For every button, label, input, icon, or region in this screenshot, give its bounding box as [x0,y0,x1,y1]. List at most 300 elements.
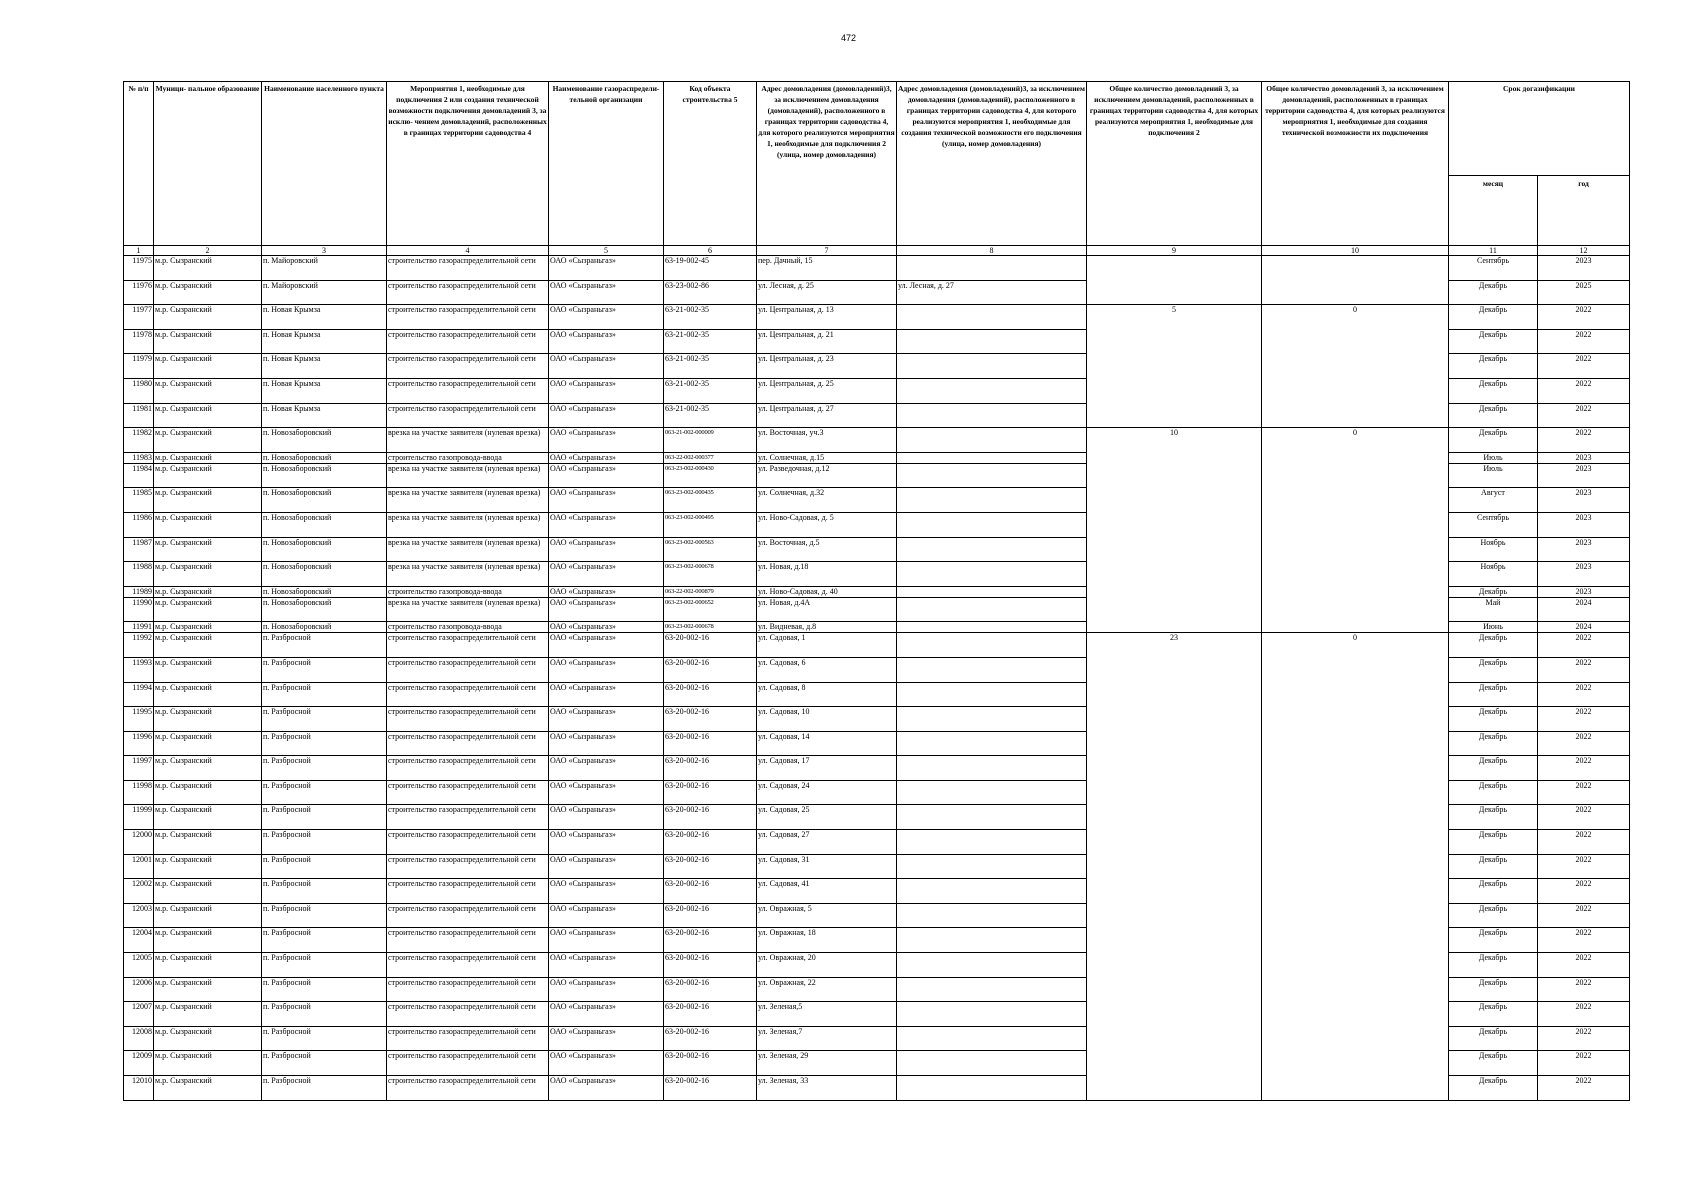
cell-year: 2025 [1538,280,1630,305]
cell-organization: ОАО «Сызраньгаз» [549,403,664,428]
cell-organization: ОАО «Сызраньгаз» [549,463,664,488]
cell-municipality: м.р. Сызранский [154,805,262,830]
cell-month: Декабрь [1449,780,1538,805]
row-number: 12004 [124,928,154,953]
cell-month: Декабрь [1449,280,1538,305]
cell-address-connection: ул. Садовая, 24 [757,780,897,805]
cell-municipality: м.р. Сызранский [154,1026,262,1051]
cell-count-capability: 0 [1262,428,1449,633]
row-number: 12006 [124,977,154,1002]
cell-organization: ОАО «Сызраньгаз» [549,488,664,513]
cell-address-capability [897,682,1087,707]
header-activities: Мероприятия 1, необходимые для подключения 2 или создания технической возможности подключения домовладений 3, за исклю- чением домовладений, расположенных в границах территории садоводства 4 [387,82,549,246]
header-organization: Наименование газораспредели- тельной организации [549,82,664,246]
cell-settlement: п. Разбросной [262,854,387,879]
cell-settlement: п. Разбросной [262,1051,387,1076]
cell-activity: строительство газораспределительной сети [387,953,549,978]
cell-year: 2022 [1538,903,1630,928]
cell-settlement: п. Новая Крымза [262,305,387,330]
cell-year: 2023 [1538,586,1630,597]
cell-address-connection: ул. Солнечная, д.15 [757,452,897,463]
cell-object-code: 63-23-002-86 [664,280,757,305]
row-number: 11987 [124,537,154,562]
cell-address-capability [897,622,1087,633]
cell-organization: ОАО «Сызраньгаз» [549,305,664,330]
cell-year: 2022 [1538,305,1630,330]
cell-count-capability [1262,256,1449,305]
header-settlement: Наименование населенного пункта [262,82,387,246]
cell-object-code: 63-20-002-16 [664,633,757,658]
cell-activity: строительство газораспределительной сети [387,903,549,928]
cell-address-connection: ул. Центральная, д. 23 [757,354,897,379]
cell-activity: врезка на участке заявителя (нулевая врезка) [387,463,549,488]
cell-activity: строительство газораспределительной сети [387,1026,549,1051]
cell-organization: ОАО «Сызраньгаз» [549,586,664,597]
cell-object-code: 063-23-002-000495 [664,512,757,537]
column-number: 11 [1449,246,1538,256]
column-number: 2 [154,246,262,256]
cell-address-connection: ул. Зеленая,5 [757,1002,897,1027]
column-number: 9 [1087,246,1262,256]
cell-object-code: 063-23-002-000430 [664,463,757,488]
row-number: 11988 [124,562,154,587]
cell-settlement: п. Разбросной [262,879,387,904]
cell-month: Декабрь [1449,657,1538,682]
table-row [124,633,1630,658]
cell-month: Декабрь [1449,854,1538,879]
cell-year: 2024 [1538,622,1630,633]
cell-address-connection: ул. Солнечная, д.32 [757,488,897,513]
cell-address-capability [897,452,1087,463]
cell-organization: ОАО «Сызраньгаз» [549,428,664,453]
cell-organization: ОАО «Сызраньгаз» [549,622,664,633]
cell-address-capability [897,805,1087,830]
cell-count-connection [1087,256,1262,305]
cell-activity: строительство газораспределительной сети [387,928,549,953]
column-number: 3 [262,246,387,256]
cell-municipality: м.р. Сызранский [154,1076,262,1101]
cell-month: Декабрь [1449,586,1538,597]
cell-address-connection: ул. Садовая, 6 [757,657,897,682]
cell-year: 2022 [1538,378,1630,403]
cell-municipality: м.р. Сызранский [154,756,262,781]
cell-count-connection: 23 [1087,633,1262,1100]
cell-object-code: 63-20-002-16 [664,854,757,879]
cell-address-capability [897,428,1087,453]
cell-settlement: п. Разбросной [262,977,387,1002]
cell-activity: строительство газораспределительной сети [387,633,549,658]
cell-municipality: м.р. Сызранский [154,562,262,587]
cell-address-connection: ул. Садовая, 25 [757,805,897,830]
header-object-code: Код объекта строительства 5 [664,82,757,246]
cell-organization: ОАО «Сызраньгаз» [549,1051,664,1076]
cell-address-connection: ул. Садовая, 27 [757,830,897,855]
page-number: 472 [840,33,857,43]
cell-year: 2022 [1538,780,1630,805]
cell-address-capability [897,354,1087,379]
header-municipality: Муници- пальное образование [154,82,262,246]
cell-municipality: м.р. Сызранский [154,537,262,562]
cell-object-code: 63-20-002-16 [664,977,757,1002]
row-number: 11986 [124,512,154,537]
cell-address-connection: ул. Садовая, 31 [757,854,897,879]
cell-year: 2023 [1538,488,1630,513]
cell-object-code: 63-20-002-16 [664,756,757,781]
cell-settlement: п. Разбросной [262,707,387,732]
cell-count-capability: 0 [1262,633,1449,1100]
cell-organization: ОАО «Сызраньгаз» [549,512,664,537]
cell-address-capability [897,488,1087,513]
cell-address-capability [897,562,1087,587]
cell-object-code: 63-20-002-16 [664,731,757,756]
cell-year: 2022 [1538,854,1630,879]
cell-activity: строительство газораспределительной сети [387,977,549,1002]
cell-settlement: п. Разбросной [262,780,387,805]
gasification-schedule-table [123,81,1630,1101]
row-number: 11984 [124,463,154,488]
cell-activity: строительство газопровода-ввода [387,452,549,463]
header-year: год [1538,176,1630,246]
cell-address-connection: ул. Лесная, д. 25 [757,280,897,305]
cell-settlement: п. Новозаборовский [262,428,387,453]
cell-activity: врезка на участке заявителя (нулевая врезка) [387,512,549,537]
cell-address-connection: ул. Зеленая, 29 [757,1051,897,1076]
cell-organization: ОАО «Сызраньгаз» [549,354,664,379]
cell-activity: строительство газораспределительной сети [387,707,549,732]
row-number: 11978 [124,329,154,354]
cell-month: Декабрь [1449,977,1538,1002]
cell-municipality: м.р. Сызранский [154,707,262,732]
cell-month: Декабрь [1449,403,1538,428]
cell-organization: ОАО «Сызраньгаз» [549,731,664,756]
header-address-connection: Адрес домовладения (домовладений)3, за исключением домовладения (домовладений), расположенного в границах территории садоводства 4, для которого реализуются мероприятия 1, необходимые для подключения 2 (улица, номер домовладения) [757,82,897,246]
cell-municipality: м.р. Сызранский [154,657,262,682]
row-number: 11997 [124,756,154,781]
cell-settlement: п. Разбросной [262,1002,387,1027]
cell-address-capability [897,537,1087,562]
row-number: 11982 [124,428,154,453]
row-number: 12003 [124,903,154,928]
cell-address-capability [897,731,1087,756]
row-number: 11990 [124,597,154,622]
cell-address-connection: ул. Новая, д.4А [757,597,897,622]
cell-year: 2024 [1538,597,1630,622]
cell-settlement: п. Новозаборовский [262,488,387,513]
cell-month: Декабрь [1449,1002,1538,1027]
cell-organization: ОАО «Сызраньгаз» [549,1002,664,1027]
cell-activity: строительство газораспределительной сети [387,354,549,379]
cell-address-capability [897,854,1087,879]
cell-organization: ОАО «Сызраньгаз» [549,756,664,781]
cell-activity: строительство газораспределительной сети [387,280,549,305]
table-body [124,246,1630,1101]
cell-address-capability [897,403,1087,428]
cell-object-code: 63-20-002-16 [664,830,757,855]
cell-activity: врезка на участке заявителя (нулевая врезка) [387,428,549,453]
cell-activity: строительство газораспределительной сети [387,780,549,805]
cell-activity: врезка на участке заявителя (нулевая врезка) [387,597,549,622]
column-number: 1 [124,246,154,256]
row-number: 12007 [124,1002,154,1027]
cell-object-code: 63-20-002-16 [664,1051,757,1076]
cell-organization: ОАО «Сызраньгаз» [549,633,664,658]
cell-organization: ОАО «Сызраньгаз» [549,903,664,928]
cell-address-capability [897,1002,1087,1027]
cell-year: 2022 [1538,1051,1630,1076]
column-number: 7 [757,246,897,256]
cell-address-connection: ул. Центральная, д. 13 [757,305,897,330]
cell-address-connection: ул. Центральная, д. 25 [757,378,897,403]
cell-address-capability [897,903,1087,928]
cell-activity: врезка на участке заявителя (нулевая врезка) [387,562,549,587]
cell-address-connection: ул. Восточная, д.5 [757,537,897,562]
cell-object-code: 63-20-002-16 [664,657,757,682]
cell-municipality: м.р. Сызранский [154,512,262,537]
cell-month: Май [1449,597,1538,622]
row-number: 11998 [124,780,154,805]
cell-organization: ОАО «Сызраньгаз» [549,805,664,830]
cell-year: 2022 [1538,329,1630,354]
cell-year: 2022 [1538,633,1630,658]
cell-activity: строительство газораспределительной сети [387,1051,549,1076]
cell-activity: строительство газопровода-ввода [387,586,549,597]
cell-month: Сентябрь [1449,256,1538,281]
cell-year: 2022 [1538,403,1630,428]
row-number: 11983 [124,452,154,463]
cell-address-capability [897,756,1087,781]
cell-settlement: п. Новозаборовский [262,452,387,463]
cell-settlement: п. Новозаборовский [262,537,387,562]
cell-municipality: м.р. Сызранский [154,488,262,513]
cell-year: 2022 [1538,1002,1630,1027]
cell-organization: ОАО «Сызраньгаз» [549,537,664,562]
cell-organization: ОАО «Сызраньгаз» [549,280,664,305]
cell-object-code: 063-21-002-000009 [664,428,757,453]
row-number: 11992 [124,633,154,658]
cell-address-capability: ул. Лесная, д. 27 [897,280,1087,305]
cell-address-connection: ул. Овражная, 22 [757,977,897,1002]
cell-municipality: м.р. Сызранский [154,452,262,463]
cell-month: Декабрь [1449,305,1538,330]
cell-year: 2022 [1538,1076,1630,1101]
cell-address-capability [897,953,1087,978]
cell-address-connection: ул. Восточная, уч.3 [757,428,897,453]
cell-address-capability [897,329,1087,354]
cell-month: Июль [1449,452,1538,463]
cell-object-code: 063-23-002-000563 [664,537,757,562]
row-number: 11994 [124,682,154,707]
cell-municipality: м.р. Сызранский [154,378,262,403]
cell-activity: строительство газораспределительной сети [387,305,549,330]
cell-address-capability [897,780,1087,805]
row-number: 11981 [124,403,154,428]
cell-address-capability [897,305,1087,330]
cell-activity: строительство газораспределительной сети [387,378,549,403]
cell-address-connection: ул. Садовая, 41 [757,879,897,904]
cell-municipality: м.р. Сызранский [154,879,262,904]
cell-object-code: 63-20-002-16 [664,805,757,830]
cell-municipality: м.р. Сызранский [154,1051,262,1076]
cell-object-code: 63-20-002-16 [664,707,757,732]
cell-settlement: п. Новозаборовский [262,597,387,622]
cell-count-connection: 10 [1087,428,1262,633]
cell-object-code: 63-20-002-16 [664,1026,757,1051]
header-count-connection: Общее количество домовладений 3, за исключением домовладений, расположенных в границах территории садоводства 4, для которых реализуются мероприятия 1, необходимые для подключения 2 [1087,82,1262,246]
cell-object-code: 063-23-002-000678 [664,622,757,633]
cell-organization: ОАО «Сызраньгаз» [549,977,664,1002]
cell-month: Декабрь [1449,879,1538,904]
cell-settlement: п. Новая Крымза [262,378,387,403]
row-number: 11979 [124,354,154,379]
column-number: 4 [387,246,549,256]
cell-municipality: м.р. Сызранский [154,854,262,879]
cell-organization: ОАО «Сызраньгаз» [549,953,664,978]
cell-address-capability [897,879,1087,904]
cell-settlement: п. Разбросной [262,657,387,682]
column-number: 5 [549,246,664,256]
cell-month: Декабрь [1449,1026,1538,1051]
cell-address-connection: пер. Дачный, 15 [757,256,897,281]
cell-year: 2022 [1538,657,1630,682]
cell-municipality: м.р. Сызранский [154,682,262,707]
header-gasification-term: Срок догазификации [1449,82,1630,176]
cell-object-code: 63-20-002-16 [664,928,757,953]
cell-address-connection: ул. Центральная, д. 21 [757,329,897,354]
cell-month: Декабрь [1449,903,1538,928]
cell-municipality: м.р. Сызранский [154,953,262,978]
cell-settlement: п. Новая Крымза [262,329,387,354]
cell-year: 2022 [1538,731,1630,756]
cell-municipality: м.р. Сызранский [154,928,262,953]
cell-municipality: м.р. Сызранский [154,903,262,928]
row-number: 12005 [124,953,154,978]
cell-month: Ноябрь [1449,562,1538,587]
cell-month: Декабрь [1449,707,1538,732]
row-number: 11985 [124,488,154,513]
cell-object-code: 63-20-002-16 [664,903,757,928]
cell-year: 2022 [1538,805,1630,830]
cell-organization: ОАО «Сызраньгаз» [549,707,664,732]
cell-address-capability [897,1026,1087,1051]
cell-municipality: м.р. Сызранский [154,403,262,428]
cell-organization: ОАО «Сызраньгаз» [549,1076,664,1101]
cell-municipality: м.р. Сызранский [154,977,262,1002]
cell-address-connection: ул. Овражная, 18 [757,928,897,953]
header-address-capability: Адрес домовладения (домовладений)3, за исключением домовладения (домовладений), расположенного в границах территории садоводства 4, для которого реализуются мероприятия 1, необходимые для создания технической возможности его подключения (улица, номер домовладения) [897,82,1087,246]
cell-settlement: п. Новозаборовский [262,562,387,587]
cell-object-code: 063-22-002-000377 [664,452,757,463]
cell-year: 2022 [1538,953,1630,978]
cell-object-code: 63-20-002-16 [664,780,757,805]
cell-organization: ОАО «Сызраньгаз» [549,562,664,587]
cell-settlement: п. Разбросной [262,903,387,928]
cell-year: 2022 [1538,428,1630,453]
cell-settlement: п. Разбросной [262,830,387,855]
cell-year: 2023 [1538,512,1630,537]
row-number: 11999 [124,805,154,830]
cell-address-connection: ул. Овражная, 20 [757,953,897,978]
cell-year: 2022 [1538,354,1630,379]
cell-object-code: 63-20-002-16 [664,1076,757,1101]
cell-year: 2022 [1538,1026,1630,1051]
row-number: 11995 [124,707,154,732]
row-number: 11980 [124,378,154,403]
cell-month: Декабрь [1449,805,1538,830]
cell-month: Декабрь [1449,953,1538,978]
cell-address-capability [897,633,1087,658]
cell-settlement: п. Новая Крымза [262,354,387,379]
cell-month: Декабрь [1449,633,1538,658]
cell-object-code: 63-20-002-16 [664,682,757,707]
cell-address-capability [897,586,1087,597]
cell-object-code: 63-21-002-35 [664,329,757,354]
cell-month: Декабрь [1449,830,1538,855]
cell-municipality: м.р. Сызранский [154,280,262,305]
cell-year: 2023 [1538,452,1630,463]
cell-month: Декабрь [1449,378,1538,403]
cell-month: Декабрь [1449,682,1538,707]
cell-municipality: м.р. Сызранский [154,622,262,633]
cell-object-code: 63-19-002-45 [664,256,757,281]
cell-object-code: 63-20-002-16 [664,1002,757,1027]
cell-address-connection: ул. Садовая, 8 [757,682,897,707]
cell-address-connection: ул. Садовая, 10 [757,707,897,732]
cell-object-code: 63-21-002-35 [664,378,757,403]
cell-month: Декабрь [1449,731,1538,756]
cell-municipality: м.р. Сызранский [154,305,262,330]
cell-activity: врезка на участке заявителя (нулевая врезка) [387,537,549,562]
cell-address-connection: ул. Садовая, 17 [757,756,897,781]
cell-year: 2023 [1538,256,1630,281]
cell-settlement: п. Новая Крымза [262,403,387,428]
cell-settlement: п. Новозаборовский [262,463,387,488]
cell-settlement: п. Разбросной [262,953,387,978]
cell-object-code: 063-22-002-000879 [664,586,757,597]
cell-address-capability [897,463,1087,488]
cell-activity: строительство газораспределительной сети [387,1002,549,1027]
cell-address-capability [897,928,1087,953]
cell-address-capability [897,512,1087,537]
header-count-capability: Общее количество домовладений 3, за исключением домовладений, расположенных в границах территории садоводства 4, для которых реализуются мероприятия 1, необходимые для создания технической возможности их подключения [1262,82,1449,246]
cell-activity: строительство газораспределительной сети [387,682,549,707]
cell-organization: ОАО «Сызраньгаз» [549,780,664,805]
cell-address-connection: ул. Видневая, д.8 [757,622,897,633]
cell-activity: строительство газораспределительной сети [387,756,549,781]
cell-address-capability [897,1076,1087,1101]
cell-settlement: п. Разбросной [262,756,387,781]
cell-organization: ОАО «Сызраньгаз» [549,854,664,879]
cell-activity: строительство газораспределительной сети [387,731,549,756]
cell-municipality: м.р. Сызранский [154,428,262,453]
cell-address-capability [897,657,1087,682]
cell-municipality: м.р. Сызранский [154,633,262,658]
cell-municipality: м.р. Сызранский [154,354,262,379]
cell-address-capability [897,256,1087,281]
cell-settlement: п. Разбросной [262,633,387,658]
cell-settlement: п. Новозаборовский [262,586,387,597]
cell-activity: строительство газораспределительной сети [387,879,549,904]
cell-settlement: п. Разбросной [262,928,387,953]
cell-month: Июнь [1449,622,1538,633]
column-number: 10 [1262,246,1449,256]
cell-organization: ОАО «Сызраньгаз» [549,830,664,855]
cell-year: 2022 [1538,682,1630,707]
row-number: 11977 [124,305,154,330]
table-row [124,428,1630,453]
row-number: 11993 [124,657,154,682]
cell-municipality: м.р. Сызранский [154,463,262,488]
header-month: месяц [1449,176,1538,246]
